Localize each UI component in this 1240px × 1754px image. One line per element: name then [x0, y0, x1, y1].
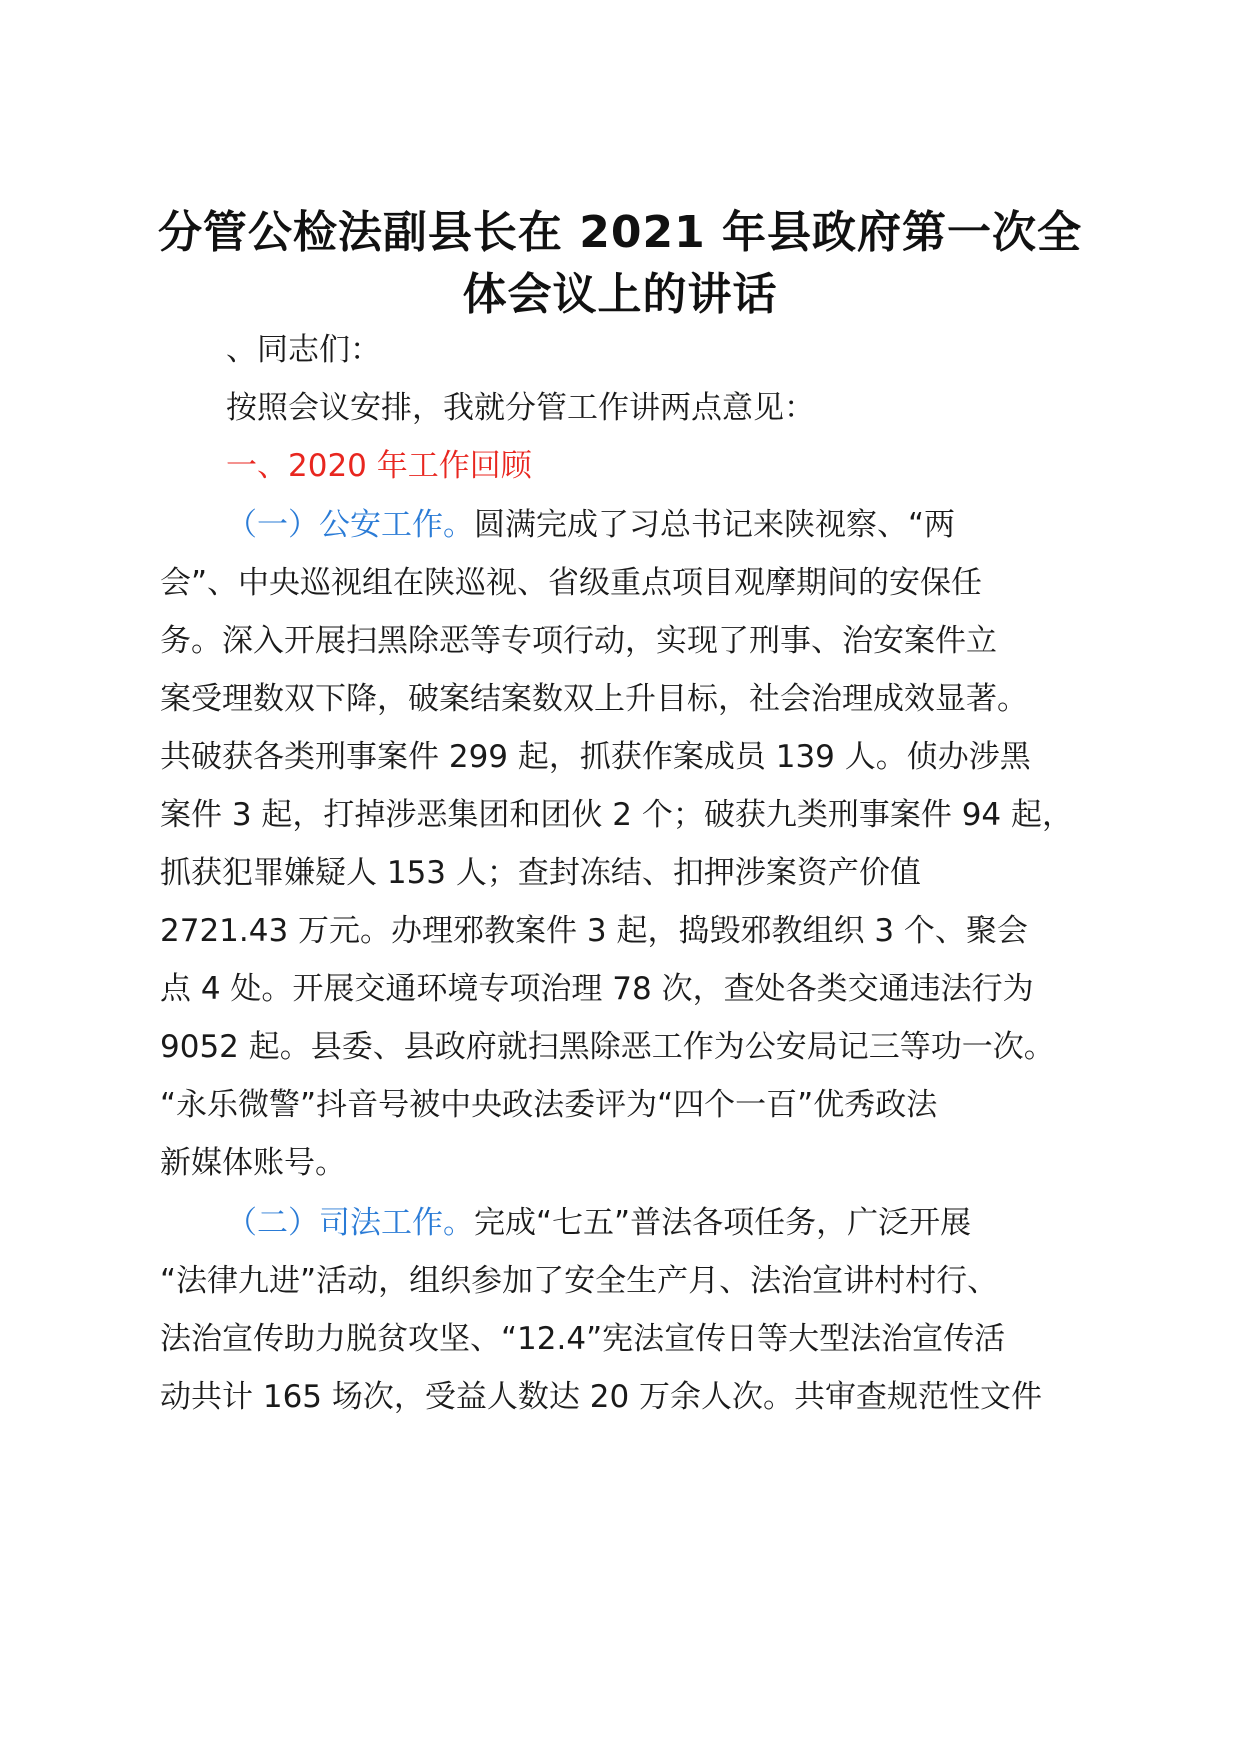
justice-work-heading: （二）司法工作。 [226, 1205, 474, 1241]
police-line: 2721.43 万元。办理邪教案件 3 起，捣毁邪教组织 3 个、聚会 [160, 913, 1028, 949]
title-line-1: 分管公检法副县长在 2021 年县政府第一次全 [157, 207, 1083, 258]
police-paragraph-first-line [226, 505, 955, 545]
justice-line: 完成“七五”普法各项任务，广泛开展 [474, 1205, 972, 1241]
police-line: “永乐微警”抖音号被中央政法委评为“四个一百”优秀政法 [160, 1087, 938, 1123]
justice-line: 动共计 165 场次，受益人数达 20 万余人次。共审查规范性文件 [160, 1379, 1043, 1415]
document-title [140, 202, 1100, 326]
police-line: 共破获各类刑事案件 299 起，抓获作案成员 139 人。侦办涉黑 [160, 739, 1031, 775]
police-line: 圆满完成了习总书记来陕视察、“两 [474, 507, 956, 543]
section-heading-work-review: 一、2020 年工作回顾 [226, 448, 532, 484]
police-line: 点 4 处。开展交通环境专项治理 78 次，查处各类交通违法行为 [160, 971, 1034, 1007]
police-line: 9052 起。县委、县政府就扫黑除恶工作为公安局记三等功一次。 [160, 1029, 1055, 1065]
intro-paragraph: 按照会议安排，我就分管工作讲两点意见： [226, 390, 815, 426]
police-line: 抓获犯罪嫌疑人 153 人；查封冻结、扣押涉案资产价值 [160, 855, 921, 891]
justice-line: “法律九进”活动，组织参加了安全生产月、法治宣讲村村行、 [160, 1263, 999, 1299]
justice-line: 法治宣传助力脱贫攻坚、“12.4”宪法宣传日等大型法治宣传活 [160, 1321, 1006, 1357]
police-line: 会”、中央巡视组在陕巡视、省级重点项目观摩期间的安保任 [160, 565, 983, 601]
police-line: 案件 3 起，打掉涉恶集团和团伙 2 个；破获九类刑事案件 94 起， [160, 797, 1074, 833]
title-line-2: 体会议上的讲话 [462, 269, 778, 320]
police-line: 案受理数双下降，破案结案数双上升目标，社会治理成效显著。 [160, 681, 1028, 717]
salutation: 、同志们： [226, 332, 381, 368]
police-work-heading: （一）公安工作。 [226, 507, 474, 543]
police-line: 新媒体账号。 [160, 1145, 346, 1181]
justice-paragraph-first-line [226, 1203, 971, 1243]
police-line: 务。深入开展扫黑除恶等专项行动，实现了刑事、治安案件立 [160, 623, 997, 659]
